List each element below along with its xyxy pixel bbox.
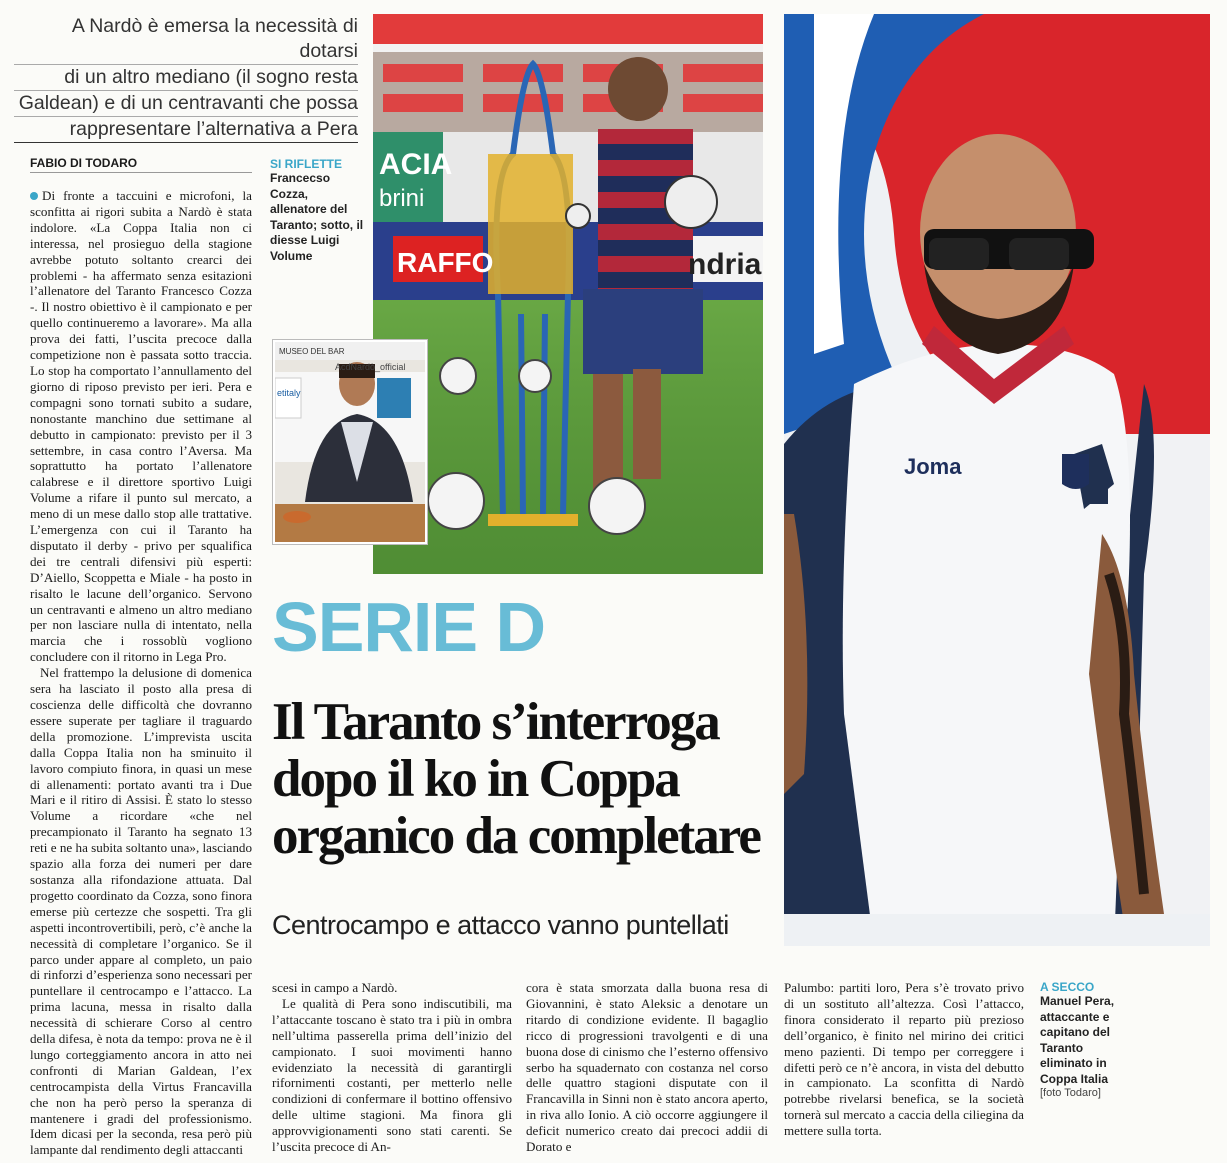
sign-museo: MUSEO DEL BAR bbox=[279, 347, 345, 356]
volume-image bbox=[275, 342, 425, 542]
pull-quote-line: Galdean) e di un centravanti che possa bbox=[14, 91, 358, 117]
pull-quote bbox=[14, 14, 358, 143]
coach-training-image bbox=[373, 14, 763, 574]
sign-raffo: RAFFO bbox=[397, 247, 494, 278]
sign-etitaly: etitaly bbox=[277, 388, 301, 398]
coach-training-photo bbox=[373, 14, 763, 574]
paragraph: Le qualità di Pera sono indiscutibili, ma l’attaccante toscano è stato tra i più in ombra nell’ultima passerella prima dell’inizio del campionato. I suoi movimenti hanno evidenziato la necessità di garantirgli rifornimenti costanti, per metterlo nelle condizioni di confermare il bottino offensivo delle ultime stagioni. Ma finora gli approvvigionamenti sono stati carenti. Se l’uscita precoce di An- bbox=[272, 995, 512, 1155]
paragraph: Palumbo: partiti loro, Pera s’è trovato privo di un sostituto all’altezza. Così l’attacco, finora considerato il reparto più prezioso dell’organico, è finito nel mirino dei critici meno pazienti. Di tempo per correggere i difetti però ce n’è ancora, in vista del debutto in campionato. La sconfitta di Nardò potrebbe rivelarsi benefica, se la società tornerà sul mercato a caccia della ciliegina da mettere sulla torta. bbox=[784, 980, 1024, 1139]
caption-text: Francecso Cozza, allenatore del Taranto; sotto, il diesse Luigi Volume bbox=[270, 171, 364, 263]
subheadline: Centrocampo e attacco vanno puntellati bbox=[272, 910, 729, 940]
caption-label: SI RIFLETTE bbox=[270, 157, 342, 171]
article-column-1 bbox=[30, 188, 252, 1158]
sign-farmacia: ACIA bbox=[379, 148, 453, 181]
caption-label: A SECCO bbox=[1040, 980, 1095, 994]
sign-acdnardo: AcdNardò_official bbox=[335, 362, 406, 372]
sign-andria: ndria bbox=[688, 248, 762, 281]
article-column-4 bbox=[784, 980, 1024, 1139]
headline-line: dopo il ko in Coppa bbox=[272, 750, 679, 808]
sign-farmacia-2: brini bbox=[379, 185, 425, 212]
article-column-3 bbox=[526, 980, 768, 1155]
paragraph: Di fronte a taccuini e microfoni, la sconfitta ai rigori subita a Nardò è stata indolore. «La Coppa Italia non ci interessa, nel prosieguo della stagione avrebbe potuto soltanto crearci dei problemi - ha affermato senza esitazioni l’allenatore del Taranto Francesco Cozza -. Il nostro obiettivo è il campionato e per quello continueremo a lavorare». Ma alla prova dei fatti, l’uscita precoce dalla competizione non è passata sotto traccia. Lo stop ha comportato l’annullamento del giorno di riposo previsto per ieri. Pera e compagni sono tornati subito a sudare, nonostante manchino due settimane al debutto in campionato: previsto per il 3 settembre, in casa contro l’Aversa. Ma soprattutto ha portato l’allenatore calabrese e il direttore sportivo Luigi Volume a rifare il punto sul mercato, a meno di un mese dallo stop alle trattative. L’emergenza con cui il Taranto ha disputato il derby - privo per squalifica dei tre centrali difensivi più esperti: D’Aiello, Scoppetta e Miale - ha posto in risalto le lacune dell’organico. Servono un centravanti e almeno un altro mediano per non lasciare nulla di intentato, nella marcia che i rossoblù vogliono concludere con il ritorno in Lega Pro. bbox=[30, 188, 252, 665]
headline bbox=[272, 694, 772, 865]
player-image bbox=[784, 14, 1210, 946]
pull-quote-line: rappresentare l’alternativa a Pera bbox=[14, 117, 358, 143]
headline-line: organico da completare bbox=[272, 807, 760, 865]
shirt-brand-logo: Joma bbox=[904, 454, 962, 479]
paragraph: cora è stata smorzata dalla buona resa di Giovannini, è stato Aleksic a denotare un ritardo di condizione evidente. Il bagaglio ricco di progressioni travolgenti e di una buona dose di cinismo che l’esterno offensivo serbo ha squadernato con costanza nel corso delle quattro stagioni disputate con il Francavilla in Sinni non è stato ancora aperto, in riva allo Ionio. A ciò occorre aggiungere il deficit numerico creato dai precoci addii di Dorato e bbox=[526, 980, 768, 1155]
pull-quote-line: di un altro mediano (il sogno resta bbox=[14, 65, 358, 91]
byline: FABIO DI TODARO bbox=[30, 156, 252, 173]
caption-text: Manuel Pera, attaccante e capitano del Taranto eliminato in Coppa Italia bbox=[1040, 994, 1115, 1086]
bullet-dot-icon bbox=[30, 192, 38, 200]
headline-line: Il Taranto s’interroga bbox=[272, 693, 719, 751]
paragraph: scesi in campo a Nardò. bbox=[272, 980, 398, 995]
pull-quote-line: A Nardò è emersa la necessità di dotarsi bbox=[14, 14, 358, 65]
coach-caption bbox=[270, 157, 366, 264]
article-column-2 bbox=[272, 980, 512, 1155]
photo-credit: [foto Todaro] bbox=[1040, 1087, 1101, 1099]
volume-inset-photo bbox=[273, 340, 427, 544]
player-caption bbox=[1040, 980, 1122, 1099]
paragraph: Nel frattempo la delusione di domenica sera ha lasciato il posto alla presa di coscienza delle difficoltà che dovranno essere superate per tagliare il traguardo della promozione. L’imprevista uscita dalla Coppa Italia non ha sminuito il lavoro compiuto finora, in quasi un mese di allenamenti: portato avanti tra i Due Mari e il ritiro di Assisi. È stato lo stesso Volume a ricordare «che nel precampionato il Taranto ha segnato 13 reti e ne ha subita soltanto una», lasciando spazio alla forza dei numeri per dare sostanza alla rifondazione attuata. Dal progetto coordinato da Cozza, sono finora emerse più certezze che sospetti. Tra gli aspetti incontrovertibili, però, c’è anche la necessità di completare l’organico. Se il parco under appare al completo, un paio di rinforzi d’esperienza sono necessari per puntellare il centrocampo e l’attacco. La prima lacuna, messa in risalto dalla necessità di schierare Corso al centro della difesa, è nota da tempo: prova ne è il lungo corteggiamento ancora in atto nei confronti di Marian Galdean, l’ex centrocampista della Virtus Francavilla che non ha però perso la speranza di mantenere i gradi del professionismo. Idem dicasi per la seconda, resa però più lampante dal rendimento degli attaccanti bbox=[30, 665, 252, 1158]
section-kicker: SERIE D bbox=[272, 588, 546, 666]
player-photo bbox=[784, 14, 1210, 946]
